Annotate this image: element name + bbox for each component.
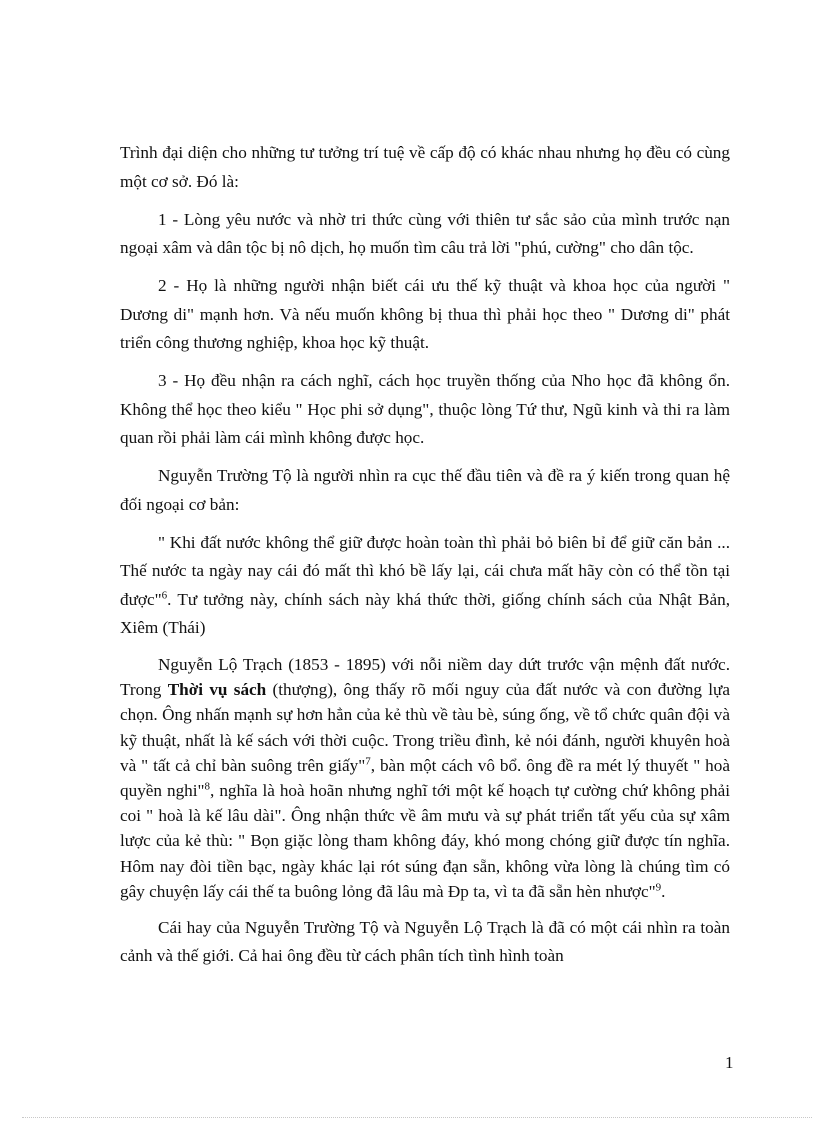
lo-trach-text-c: , bàn một cách vô bổ. ông đề ra mét lý thuyết " hoà quyền nghi": [120, 755, 730, 801]
lo-trach-text-d: , nghĩa là hoà hoãn nhưng nghĩ tới một kế hoạch tự cường chứ không phải coi " hoà là kế lâu dài". Ông nhận thức về âm mưu và sự phát triển tất yếu của sự xâm lược của kẻ thù: " Bọn giặc lòng tham không đáy, khó mong chóng giữ được tín nghĩa. Hôm nay đòi tiền bạc, ngày khác lại rót súng đạn sẵn, không vừa lòng là chúng tìm có gây chuyện lấy cái thế ta buông lỏng đã lâu mà Đp ta, vì ta đã sẵn hèn nhược": [120, 781, 730, 901]
footnote-ref-6: 6: [161, 588, 168, 601]
lo-trach-text-b: (thượng), ông thấy rõ mối nguy của đất nước và con đường lựa chọn. Ông nhấn mạnh sự hơn hẳn của kẻ thù về tàu bè, súng ống, về tổ chức quân đội và kỹ thuật, nhất là kế sách với thời cuộc. Trong triều đình, kẻ nói đánh, người khuyên hoà và " tất cả chỉ bàn suông trên giấy": [120, 680, 730, 775]
page-bottom-divider: [22, 1117, 812, 1118]
paragraph-conclusion: Cái hay của Nguyễn Trường Tộ và Nguyễn Lộ Trạch là đã có một cái nhìn ra toàn cảnh và thế giới. Cả hai ông đều từ cách phân tích tình hình toàn: [120, 917, 730, 966]
quote-comment: . Tư tưởng này, chính sách này khá thức thời, giống chính sách của Nhật Bản, Xiêm (Thái): [120, 589, 730, 637]
paragraph-nguyen-lo-trach: [120, 652, 730, 904]
lo-trach-text-a: Nguyễn Lộ Trạch (1853 - 1895) với nỗi niềm day dứt trước vận mệnh đất nước. Trong: [120, 655, 730, 700]
paragraph-quote: [120, 529, 730, 643]
paragraph-point-2: 2 - Họ là những người nhận biết cái ưu thế kỹ thuật và khoa học của người " Dương di" mạnh hơn. Và nếu muốn không bị thua thì phải học theo " Dương di" phát triển công thương nghiệp, khoa học kỹ thuật.: [120, 276, 730, 352]
footnote-ref-9: 9: [655, 881, 662, 894]
paragraph-nguyen-truong-to: Nguyễn Trường Tộ là người nhìn ra cục thế đầu tiên và đề ra ý kiến trong quan hệ đối ngoại cơ bản:: [120, 466, 730, 514]
footnote-ref-7: 7: [365, 755, 371, 768]
paragraph-intro: Trình đại diện cho những tư tưởng trí tuệ về cấp độ có khác nhau nhưng họ đều có cùng một cơ sở. Đó là:: [120, 143, 730, 191]
document-body: [120, 139, 730, 980]
footnote-ref-8: 8: [204, 780, 211, 793]
lo-trach-text-e: .: [661, 881, 666, 901]
paragraph-point-3: 3 - Họ đều nhận ra cách nghĩ, cách học truyền thống của Nho học đã không ổn. Không thể học theo kiểu " Học phi sở dụng", thuộc lòng Tứ thư, Ngũ kinh và thi ra làm quan rồi phải làm cái mình không được học.: [120, 371, 730, 447]
quote-text: " Khi đất nước không thể giữ được hoàn toàn thì phải bỏ biên bỉ để giữ căn bản ... Thế nước ta ngày nay cái đó mất thì khó bề lấy lại, cái chưa mất hãy còn có thể tồn tại được": [120, 532, 730, 609]
paragraph-point-1: 1 - Lòng yêu nước và nhờ tri thức cùng với thiên tư sắc sảo của mình trước nạn ngoại xâm và dân tộc bị nô dịch, họ muốn tìm câu trả lời "phú, cường" cho dân tộc.: [120, 209, 730, 257]
page-number: 1: [725, 1053, 734, 1072]
book-title: Thời vụ sách: [167, 680, 267, 700]
